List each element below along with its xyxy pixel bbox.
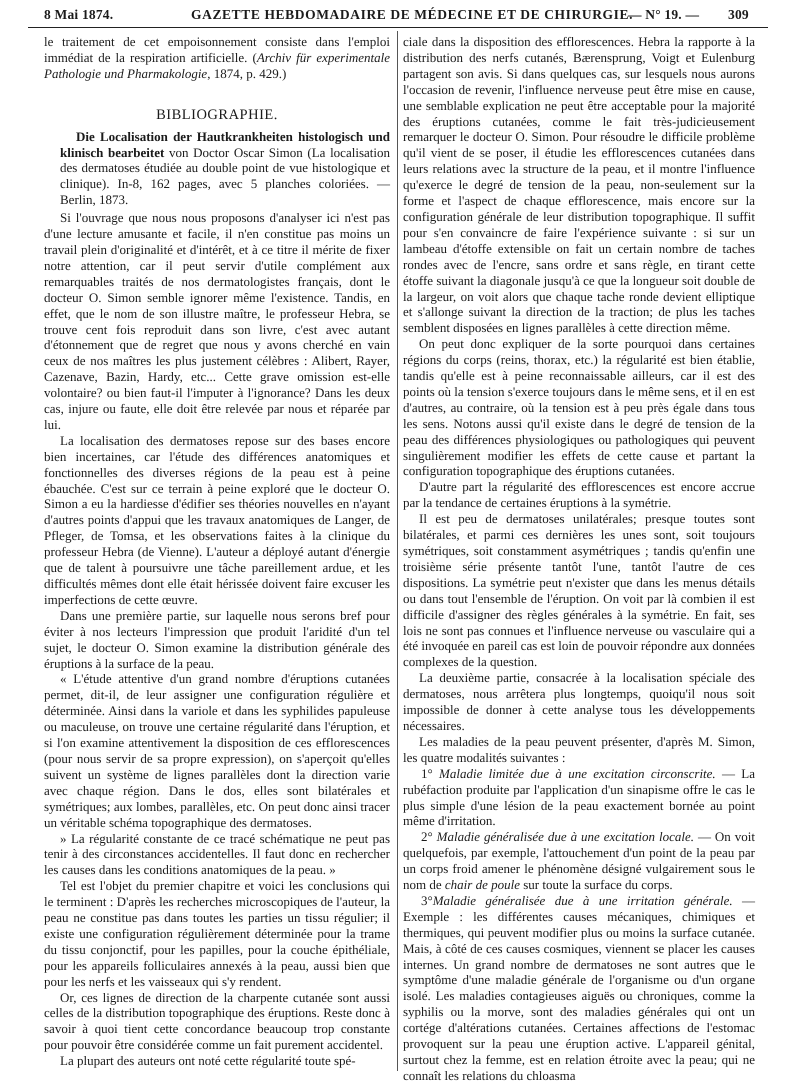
header-rule (28, 27, 768, 28)
modality-item (403, 893, 755, 1084)
modality-number: 3° (421, 892, 433, 908)
left-paragraph: Si l'ouvrage que nous nous proposons d'analyser ici n'est pas d'une lecture amusante et facile, il n'en constitue pas moins un travail plein d'originalité et d'intérêt, et à ce titre il mérite de fixer notre attention, car il peut servir d'utile complément aux remarquables traités de nos dermatologistes français, dont le docteur O. Simon semble ignorer même l'existence. Tandis, en effet, que le nom de son illustre maître, le professeur Hebra, se trouve cent fois reproduit dans son livre, c'est avec autant d'étonnement que de regret que nous y avons cherché en vain ceux de nos maîtres les plus justement célèbres : Alibert, Rayer, Cazenave, Bazin, Hardy, etc... Cette grave omission est-elle volontaire? ou bien faut-il l'imputer à l'ignorance? Dans les deux cas, injure ou faute, elle doit être relevée par nous et réparée par lui. (44, 210, 390, 432)
modality-emphasis: chair de poule (444, 877, 520, 893)
left-paragraph: La localisation des dermatoses repose sur des bases encore bien incertaines, car l'étude des différences anatomiques et fonctionnelles des diverses régions de la peau est à peine ébauchée. C'est sur ce terrain à peine exploré que le docteur O. Simon a eu la hardiesse d'édifier ses théories nouvelles en n'ayant d'autres points d'appui que les travaux anatomiques de Langer, de Pfleger, de Tomsa, et les observations faites à la clinique du professeur Hebra (de Vienne). L'auteur a déployé autant d'énergie que de talent à poursuivre une tâche pareillement ardue, et les difficultés mêmes dont elle était hérissée doivent faire excuser les imperfections de cette œuvre. (44, 432, 390, 607)
section-title: BIBLIOGRAPHIE. (156, 106, 278, 123)
intro-text: le traitement de cet empoisonnement consiste dans l'emploi immédiat de la respiration artificielle. ( (44, 34, 390, 65)
book-details: von Doctor Oscar Simon (La localisation des dermatoses étudiée au double point de vue histologique et clinique). In-8, 162 pages, avec 5 planches coloriées. — Berlin, 1873. (60, 144, 390, 208)
modality-item (403, 766, 755, 830)
right-paragraph: Les maladies de la peau peuvent présenter, d'après M. Simon, les quatre modalités suivantes : (403, 733, 755, 765)
right-paragraph: ciale dans la disposition des efflorescences. Hebra la rapporte à la distribution des nerfs cutanés, Bærensprung, Voigt et Eulenburg partagent son avis. Si dans quelques cas, sur lesquels nous aurons l'occasion de revenir, l'influence nerveuse peut être mise en cause, une semblable explication ne peut être acceptable pour la majorité des éruptions cutanées, comme le fait très-judicieusement remarquer le docteur O. Simon. Pour résoudre le difficile problème qu'il vient de se poser, il étudie les efflorescences cutanées dans leurs relations avec la structure de la peau, et il montre l'influence qu'exerce le degré de tension de la peau, non-seulement sur la forme et l'aspect de chaque efflorescence, mais encore sur la configuration générale de leur distribution topographique. Il suffit pour s'en convaincre de faire l'expérience suivante : si sur un lambeau d'étoffe extensible on fait un certain nombre de taches rondes avec de l'encre, sans ordre et sans règle, en tirant cette étoffe suivant la diagonale jusqu'à ce que la longueur soit double de la largeur, on voit alors que chaque tache ronde devient elliptique et s'allonge suivant la direction de la traction; de plus les taches semblent disposées en lignes parallèles à cette direction même. (403, 34, 755, 336)
intro-journal: Archiv für experimentale Pathologie und Pharmakologie (44, 49, 390, 81)
modality-heading: Maladie généralisée due à une irritation générale. (432, 892, 733, 908)
left-paragraph: Or, ces lignes de direction de la charpente cutanée sont aussi celles de la distribution topographique des éruptions. Reste donc à savoir à quoi tient cette concordance beaucoup trop constante pour pouvoir être considérée comme un fait purement accidentel. (44, 989, 390, 1053)
column-divider (397, 31, 398, 1071)
right-paragraph: Il est peu de dermatoses unilatérales; presque toutes sont bilatérales, et parmi ces dernières les unes sont, soit toujours symétriques, soit constamment asymétriques ; tandis qu'enfin une troisième série présente tantôt l'une, tantôt l'autre de ces dispositions. La symétrie peut n'exister que dans les menus détails ou dans tout l'ensemble de l'éruption. On voit par là combien il est difficile d'assigner des règles générales à la symétrie. En fait, ses lois ne sont pas connues et l'influence nerveuse ou vasculaire qui a été invoquée en pareil cas est loin de pouvoir répondre aux données complexes de la question. (403, 511, 755, 670)
right-paragraph: On peut donc expliquer de la sorte pourquoi dans certaines régions du corps (reins, thorax, etc.) la régularité est bien établie, tandis qu'elle est à peine reconnaissable ailleurs, car il est des points où la tension s'exerce toujours dans le même sens, et il en est d'autres, au contraire, où la tension est à peu près égale dans tous les sens. Notons aussi qu'il existe dans le degré de tension de la peau des différences physiologiques ou pathologiques qui peuvent singulièrement modifier les effets de cette cause et partant la configuration topographique des éruptions cutanées. (403, 336, 755, 479)
journal-title: GAZETTE HEBDOMADAIRE DE MÉDECINE ET DE CHIRURGIE. (191, 7, 634, 22)
modality-heading: Maladie généralisée due à une excitation locale. (436, 829, 694, 845)
right-column (403, 34, 755, 1084)
bibliography-entry (44, 129, 390, 209)
modality-item (403, 829, 755, 893)
running-header (44, 4, 758, 26)
modality-text-end: sur toute la surface du corps. (519, 877, 673, 893)
page-number: 309 (728, 7, 749, 22)
left-column (44, 34, 390, 1069)
book-title-german: Die Localisation der Hautkrankheiten histologisch und klinisch bearbeitet (60, 128, 390, 160)
modality-text: — La rubéfaction produite par l'application d'un sinapisme offre le cas le plus simple d'une lésion de la peau exactement bornée au point même d'irritation. (403, 765, 756, 829)
left-paragraph: La plupart des auteurs ont noté cette régularité toute spé- (60, 1053, 356, 1069)
modality-text: — Exemple : les différentes causes mécaniques, chimiques et thermiques, qui peuvent modifier plus ou moins la surface cutanée. Mais, à côté de ces causes cosmiques, viennent se placer les causes internes. Un grand nombre de dermatoses ne sont autres que le symptôme d'une maladie générale de l'organisme ou d'un organe isolé. Les maladies contagieuses aiguës ou chroniques, comme la syphilis ou la morve, sont des maladies générales qui ont un cortége d'altérations cutanées. Certaines affections de l'estomac provoquent sur la peau une éruption active. L'appareil génital, surtout chez la femme, est en relation étroite avec la peau; qui ne connaît les relations du chloasma (403, 892, 755, 1083)
right-paragraph: La deuxième partie, consacrée à la localisation spéciale des dermatoses, nous arrêtera plus longtemps, quoiqu'il nous soit impossible de donner à cette analyse tous les développements nécessaires. (403, 670, 755, 733)
intro-reference: , 1874, p. 429.) (207, 65, 287, 81)
intro-paragraph (44, 34, 390, 82)
left-paragraph: Tel est l'objet du premier chapitre et voici les conclusions qui le terminent : D'après les recherches microscopiques de l'auteur, la peau ne constitue pas dans toutes les parties un tissu régulier; il existe une configuration régulièrement déterminée pour la trame du tissu conjonctif, pour les papilles, pour la couche épithéliale, pour les appareils folliculaires annexés à la peau, aussi bien que pour les nerfs et les vaisseaux qui s'y rendent. (44, 878, 390, 989)
modality-number: 2° (421, 829, 433, 845)
modality-heading: Maladie limitée due à une excitation circonscrite. (439, 765, 716, 781)
issue-number: — N° 19. — (628, 7, 700, 22)
modality-number: 1° (421, 765, 433, 781)
header-date: 8 Mai 1874. (44, 7, 114, 22)
right-paragraph: D'autre part la régularité des efflorescences est encore accrue par la tendance de certaines éruptions à la symétrie. (403, 479, 755, 511)
left-quote-paragraph: » La régularité constante de ce tracé schématique ne peut pas tenir à des circonstances accidentelles. Il faut donc en rechercher les causes dans les conditions anatomiques de la peau. » (44, 830, 390, 878)
modality-text: — On voit quelquefois, par exemple, l'attouchement d'un point de la peau par un corps froid amener le phénomène désigné vulgairement sous le nom de (403, 829, 755, 893)
left-paragraph: Dans une première partie, sur laquelle nous serons bref pour éviter à nos lecteurs l'impression que produit l'aridité d'un tel sujet, le docteur O. Simon examine la distribution générale des éruptions à la surface de la peau. (44, 607, 390, 671)
left-quote-paragraph: « L'étude attentive d'un grand nombre d'éruptions cutanées permet, dit-il, de leur assigner une configuration régulière et déterminée. Ainsi dans la variole et dans les syphilides papuleuse ou maculeuse, on trouve une certaine régularité dans l'éruption, et si l'on examine attentivement la disposition de ces efflorescences (pour nous servir de sa propre expression), on s'aperçoit qu'elles suivent un système de lignes parallèles dont la direction varie avec chaque région. Dans le dos, elles sont bilatérales et symétriques; aux lombes, parallèles, etc. On peut donc ainsi tracer un véritable schéma topographique des dermatoses. (44, 671, 390, 830)
